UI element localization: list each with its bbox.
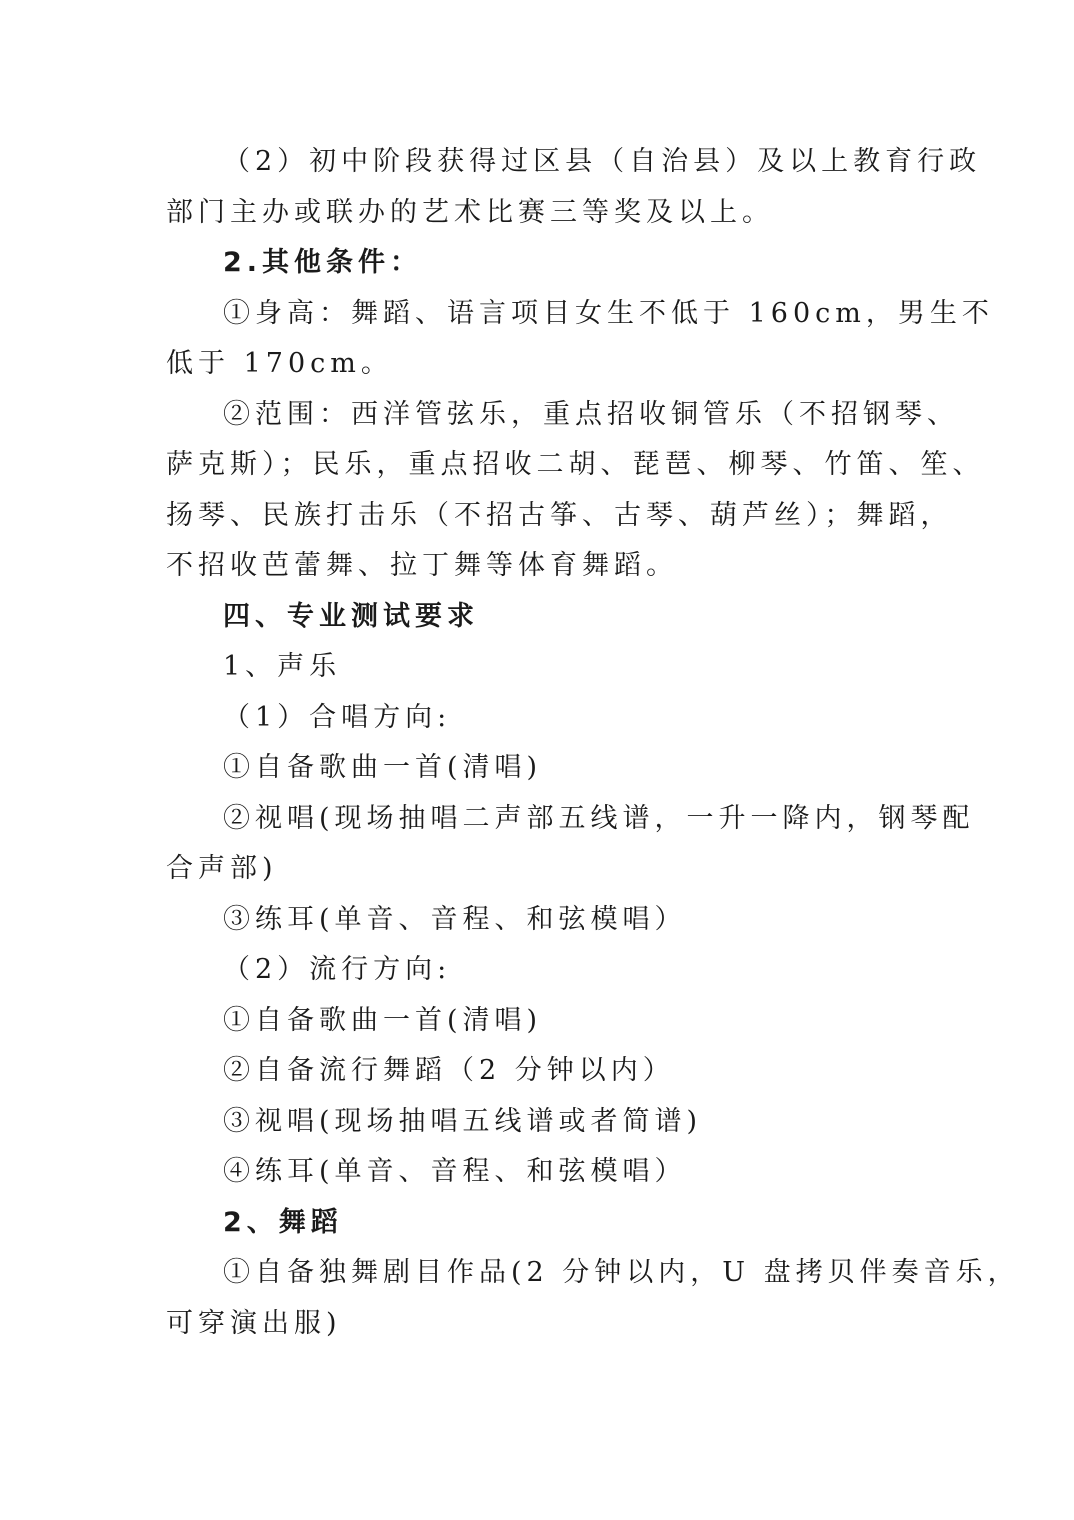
text-line: 扬琴、民族打击乐（不招古筝、古琴、葫芦丝）；舞蹈， — [166, 499, 953, 531]
section-heading: 四、专业测试要求 — [223, 600, 479, 632]
text-line: ②视唱(现场抽唱二声部五线谱，一升一降内，钢琴配 — [223, 802, 975, 834]
text-line: ①自备独舞剧目作品(2 分钟以内，U 盘拷贝伴奏音乐， — [223, 1257, 1020, 1288]
section-subheading: 2.其他条件： — [223, 247, 423, 278]
text-line: 1、声乐 — [223, 651, 342, 682]
text-line: ②自备流行舞蹈（2 分钟以内） — [223, 1055, 675, 1086]
text-line: ③视唱(现场抽唱五线谱或者简谱) — [223, 1105, 703, 1137]
text-line: ④练耳(单音、音程、和弦模唱） — [223, 1156, 687, 1187]
document-body — [166, 137, 1020, 1349]
section-subheading: 2、舞蹈 — [223, 1206, 343, 1238]
text-line: （2）流行方向: — [223, 954, 452, 985]
text-line: ③练耳(单音、音程、和弦模唱） — [223, 903, 687, 935]
text-line: （2）初中阶段获得过区县（自治县）及以上教育行政 — [223, 146, 982, 177]
text-line: 可穿演出服) — [166, 1307, 342, 1339]
text-line: ①自备歌曲一首(清唱) — [223, 752, 543, 783]
text-line: ①身高：舞蹈、语言项目女生不低于 160cm，男生不 — [223, 297, 994, 329]
text-line: 部门主办或联办的艺术比赛三等奖及以上。 — [166, 196, 774, 228]
text-line: ②范围：西洋管弦乐，重点招收铜管乐（不招钢琴、 — [223, 398, 959, 430]
text-line: 低于 170cm。 — [166, 348, 393, 379]
text-line: 不招收芭蕾舞、拉丁舞等体育舞蹈。 — [166, 550, 678, 581]
text-line: 萨克斯）；民乐，重点招收二胡、琵琶、柳琴、竹笛、笙、 — [166, 449, 985, 480]
text-line: 合声部) — [166, 853, 278, 884]
text-line: （1）合唱方向: — [223, 701, 452, 733]
text-line: ①自备歌曲一首(清唱) — [223, 1004, 543, 1036]
